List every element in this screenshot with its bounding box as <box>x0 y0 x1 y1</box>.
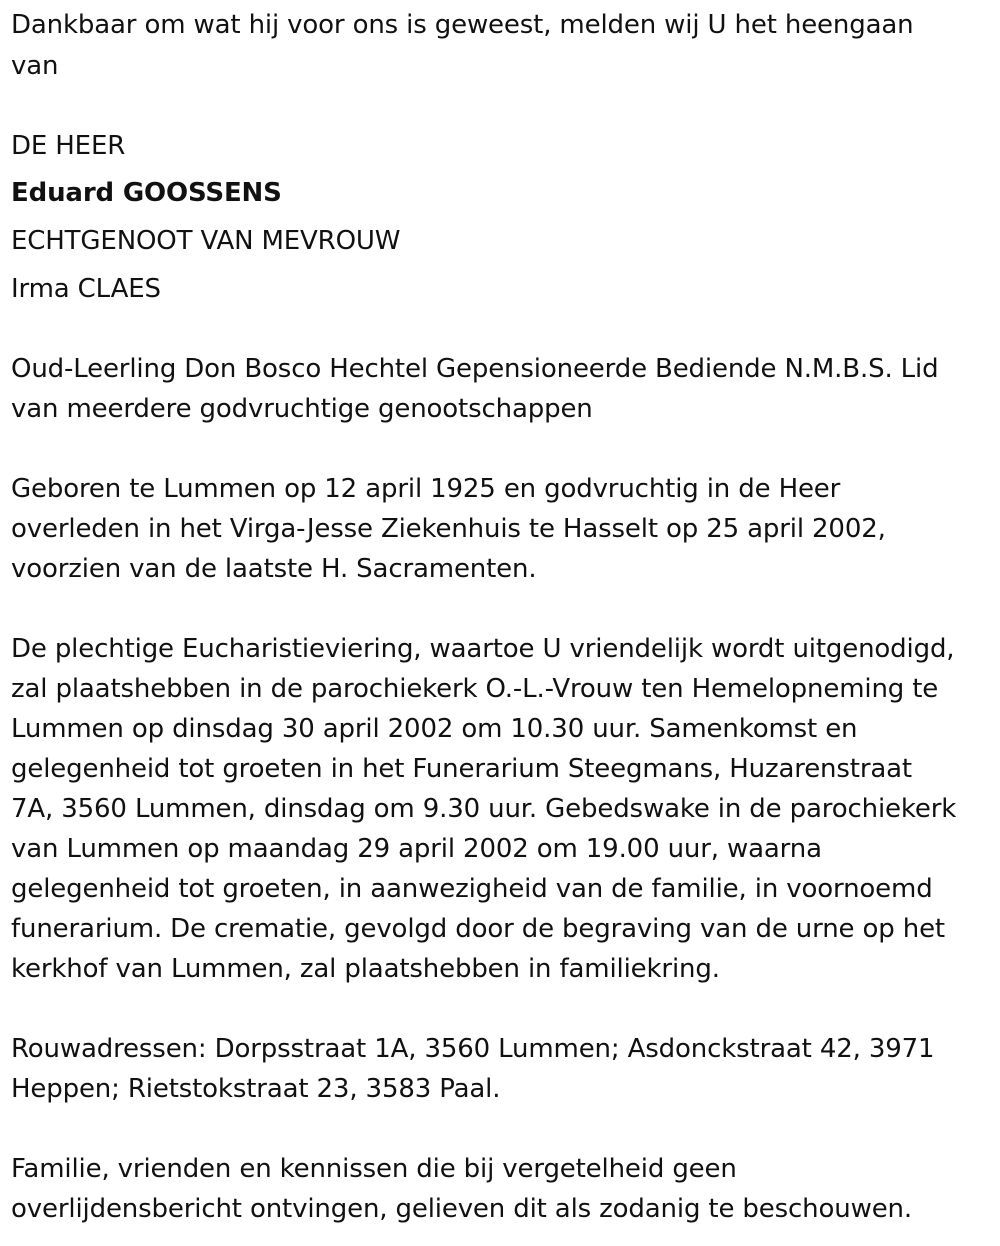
closing-line-1: Familie, vrienden en kennissen die bij vergetelheid geen <box>11 1154 737 1184</box>
addresses-line-1: Rouwadressen: Dorpsstraat 1A, 3560 Lummen; Asdonckstraat 42, 3971 <box>11 1034 935 1064</box>
deceased-name: Eduard GOOSSENS <box>11 178 282 208</box>
closing-line-2: overlijdensbericht ontvingen, gelieven dit als zodanig te beschouwen. <box>11 1194 912 1224</box>
birth-death-line-1: Geboren te Lummen op 12 april 1925 en godvruchtig in de Heer <box>11 474 841 504</box>
ceremony-line-8: funerarium. De crematie, gevolgd door de begraving van de urne op het <box>11 914 945 944</box>
spouse-name: Irma CLAES <box>11 274 161 304</box>
ceremony-line-3: Lummen op dinsdag 30 april 2002 om 10.30 uur. Samenkomst en <box>11 714 858 744</box>
ceremony-line-2: zal plaatshebben in de parochiekerk O.-L.-Vrouw ten Hemelopneming te <box>11 674 939 704</box>
ceremony-line-1: De plechtige Eucharistieviering, waartoe U vriendelijk wordt uitgenodigd, <box>11 634 955 664</box>
ceremony-line-7: gelegenheid tot groeten, in aanwezigheid van de familie, in voornoemd <box>11 874 933 904</box>
deceased-title: DE HEER <box>11 131 126 161</box>
ceremony-line-6: van Lummen op maandag 29 april 2002 om 19.00 uur, waarna <box>11 834 822 864</box>
ceremony-line-5: 7A, 3560 Lummen, dinsdag om 9.30 uur. Gebedswake in de parochiekerk <box>11 794 957 824</box>
occupation-line-2: van meerdere godvruchtige genootschappen <box>11 394 593 424</box>
ceremony-line-9: kerkhof van Lummen, zal plaatshebben in familiekring. <box>11 954 720 984</box>
deceased-relation: ECHTGENOOT VAN MEVROUW <box>11 226 401 256</box>
birth-death-line-3: voorzien van de laatste H. Sacramenten. <box>11 554 537 584</box>
birth-death-line-2: overleden in het Virga-Jesse Ziekenhuis te Hasselt op 25 april 2002, <box>11 514 886 544</box>
ceremony-line-4: gelegenheid tot groeten in het Funerarium Steegmans, Huzarenstraat <box>11 754 912 784</box>
addresses-line-2: Heppen; Rietstokstraat 23, 3583 Paal. <box>11 1074 501 1104</box>
intro-line-2: van <box>11 51 59 81</box>
intro-line-1: Dankbaar om wat hij voor ons is geweest, melden wij U het heengaan <box>11 10 914 40</box>
occupation-line-1: Oud-Leerling Don Bosco Hechtel Gepensioneerde Bediende N.M.B.S. Lid <box>11 354 939 384</box>
